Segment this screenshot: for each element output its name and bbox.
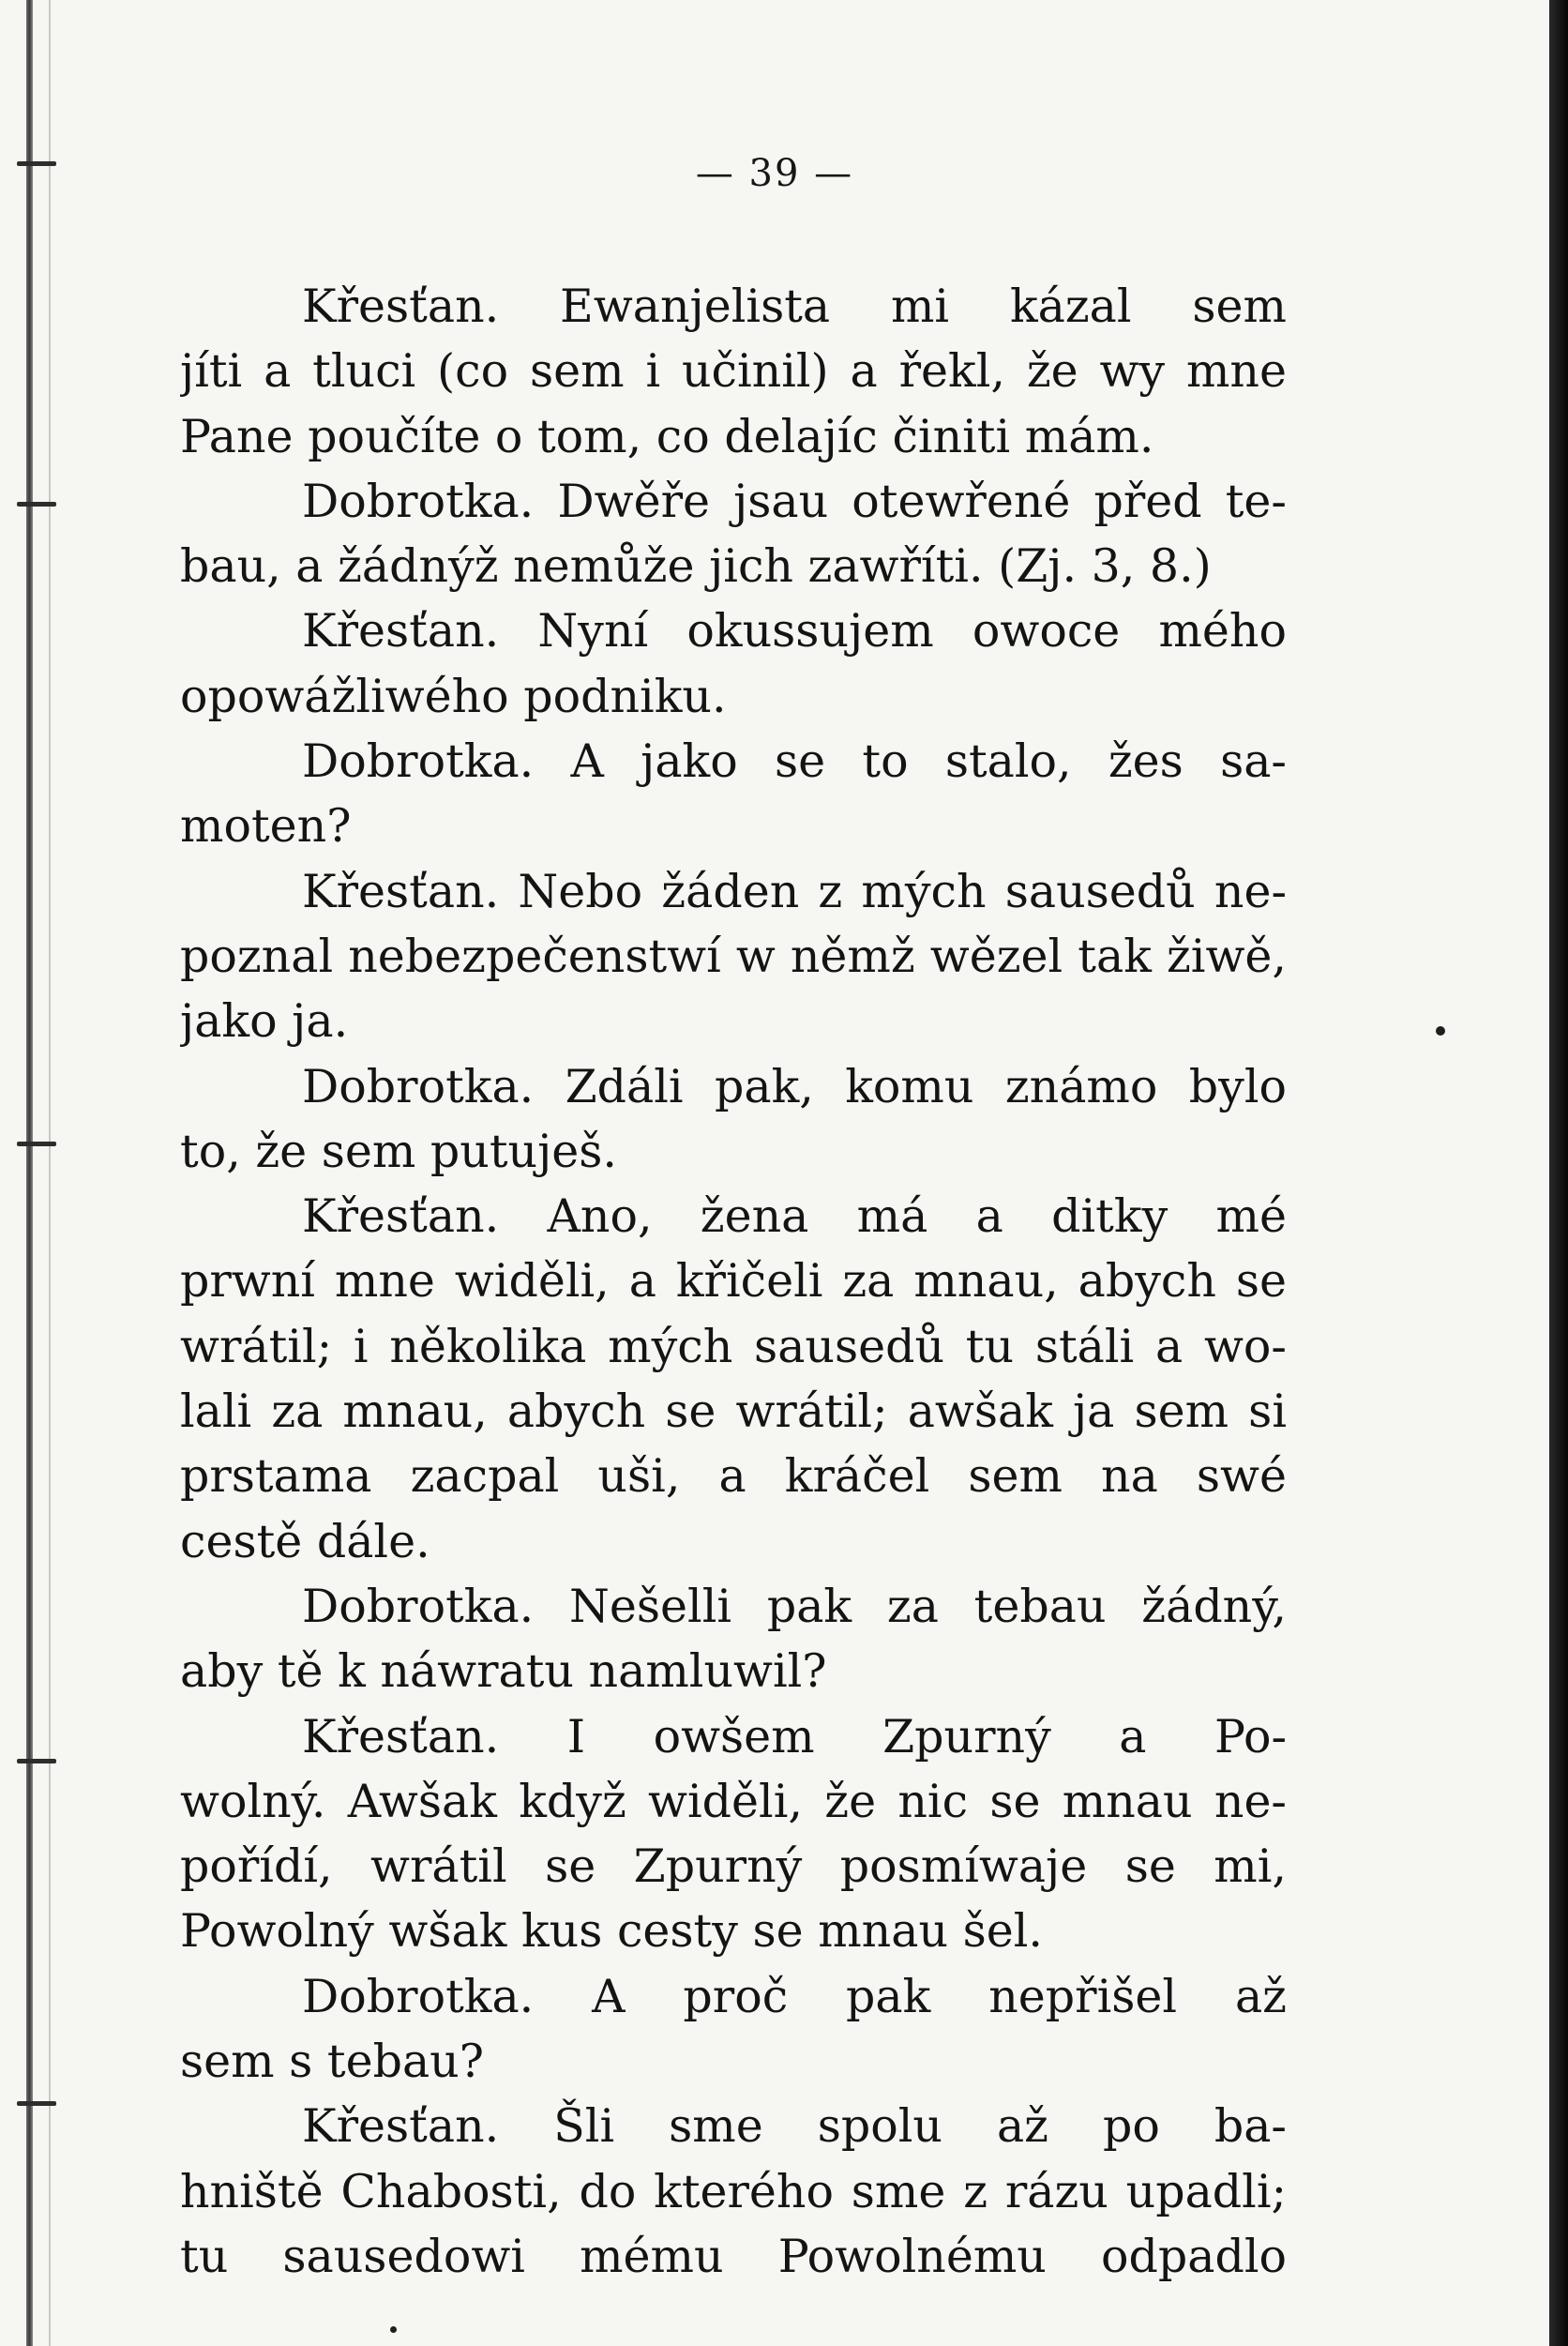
- text-line: cestě dále.: [180, 1514, 430, 1568]
- binding-edge: [26, 0, 33, 2346]
- text-line: Pane poučíte o tom, co delajíc činiti mám.: [180, 409, 1154, 463]
- ink-speck: [1436, 1026, 1445, 1036]
- binding-shadow: [49, 0, 51, 2346]
- text-line: Dobrotka. A proč pak nepřišel až: [302, 1969, 1287, 2023]
- text-line: prwní mne widěli, a křičeli za mnau, abych se: [180, 1254, 1287, 1309]
- text-line: Křesťan. Nebo žáden z mých sausedů ne-: [302, 864, 1287, 918]
- text-line: prstama zacpal uši, a kráčel sem na swé: [180, 1449, 1287, 1504]
- text-line: wolný. Awšak když widěli, že nic se mnau ne-: [180, 1774, 1287, 1828]
- margin-mark: [17, 2101, 56, 2106]
- scan-edge: [1549, 0, 1568, 2346]
- text-line: pořídí, wrátil se Zpurný posmíwaje se mi,: [180, 1839, 1287, 1894]
- text-line: tu sausedowi mému Powolnému odpadlo: [180, 2229, 1287, 2283]
- margin-mark: [17, 1759, 56, 1763]
- text-line: Křesťan. I owšem Zpurný a Po-: [302, 1709, 1287, 1763]
- text-line: opowážliwého podniku.: [180, 669, 727, 723]
- text-line: Dobrotka. Dwěře jsau otewřené před te-: [302, 474, 1287, 528]
- margin-mark: [17, 1142, 56, 1146]
- page-number: — 39 —: [695, 152, 854, 195]
- text-line: to, že sem putuješ.: [180, 1124, 618, 1178]
- text-line: Dobrotka. A jako se to stalo, žes sa-: [302, 734, 1287, 789]
- text-line: jako ja.: [180, 994, 349, 1049]
- text-line: jíti a tluci (co sem i učinil) a řekl, že wy mne: [180, 344, 1287, 399]
- margin-mark: [17, 502, 56, 507]
- text-line: poznal nebezpečenstwí w němž wězel tak žiwě,: [180, 929, 1287, 983]
- body-text: [180, 274, 1287, 2289]
- text-line: Křesťan. Ano, žena má a ditky mé: [302, 1189, 1287, 1244]
- text-line: Dobrotka. Zdáli pak, komu známo bylo: [302, 1059, 1287, 1113]
- text-line: sem s tebau?: [180, 2035, 485, 2089]
- text-line: lali za mnau, abych se wrátil; awšak ja sem si: [180, 1385, 1287, 1439]
- text-line: Křesťan. Ewanjelista mi kázal sem: [302, 280, 1287, 333]
- text-line: bau, a žádnýž nemůže jich zawříti. (Zj. 3, 8.): [180, 539, 1212, 594]
- ink-speck: [390, 2326, 397, 2333]
- text-line: Dobrotka. Nešelli pak za tebau žádný,: [302, 1579, 1287, 1633]
- text-line: Křesťan. Šli sme spolu až po ba-: [302, 2099, 1287, 2154]
- text-line: Křesťan. Nyní okussujem owoce mého: [302, 604, 1287, 658]
- text-line: wrátil; i několika mých sausedů tu stáli a wo-: [180, 1319, 1287, 1373]
- text-line: Powolný wšak kus cesty se mnau šel.: [180, 1904, 1043, 1959]
- text-line: moten?: [180, 799, 352, 854]
- text-line: hniště Chabosti, do kterého sme z rázu upadli;: [180, 2164, 1287, 2218]
- text-line: aby tě k náwratu namluwil?: [180, 1644, 827, 1699]
